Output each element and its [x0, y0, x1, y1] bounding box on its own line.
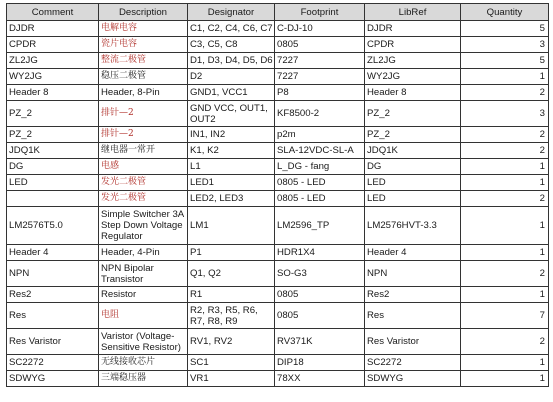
cell-footprint: HDR1X4: [275, 245, 365, 261]
cell-quantity: 3: [461, 101, 549, 127]
cell-description: Simple Switcher 3A Step Down Voltage Regulator: [99, 207, 188, 245]
cell-designator: LM1: [188, 207, 275, 245]
cell-designator: P1: [188, 245, 275, 261]
cell-libref: SDWYG: [365, 371, 461, 387]
header-libref: LibRef: [365, 4, 461, 21]
table-row: [7, 303, 549, 329]
cell-libref: DJDR: [365, 21, 461, 37]
table-row: [7, 85, 549, 101]
cell-comment: DG: [7, 159, 99, 175]
cell-comment: NPN: [7, 261, 99, 287]
cell-comment: SC2272: [7, 355, 99, 371]
cell-footprint: 0805: [275, 287, 365, 303]
table-row: [7, 127, 549, 143]
cell-comment: Res: [7, 303, 99, 329]
cell-designator: C3, C5, C8: [188, 37, 275, 53]
cell-footprint: 7227: [275, 53, 365, 69]
header-footprint: Footprint: [275, 4, 365, 21]
cell-description: 排针—2: [99, 101, 188, 127]
cell-libref: PZ_2: [365, 101, 461, 127]
cell-comment: PZ_2: [7, 101, 99, 127]
cell-comment: Res Varistor: [7, 329, 99, 355]
cell-libref: LED: [365, 191, 461, 207]
cell-designator: R1: [188, 287, 275, 303]
cell-libref: Res Varistor: [365, 329, 461, 355]
cell-comment: Header 8: [7, 85, 99, 101]
cell-designator: C1, C2, C4, C6, C7: [188, 21, 275, 37]
cell-footprint: 78XX: [275, 371, 365, 387]
cell-footprint: C-DJ-10: [275, 21, 365, 37]
cell-comment: JDQ1K: [7, 143, 99, 159]
cell-description: 电解电容: [99, 21, 188, 37]
cell-footprint: DIP18: [275, 355, 365, 371]
cell-comment: ZL2JG: [7, 53, 99, 69]
cell-description: 三端稳压器: [99, 371, 188, 387]
cell-comment: [7, 191, 99, 207]
cell-designator: GND1, VCC1: [188, 85, 275, 101]
cell-comment: Header 4: [7, 245, 99, 261]
header-row: [7, 4, 549, 21]
cell-description: 无线接收芯片: [99, 355, 188, 371]
table-row: [7, 329, 549, 355]
cell-footprint: SLA-12VDC-SL-A: [275, 143, 365, 159]
cell-comment: WY2JG: [7, 69, 99, 85]
cell-footprint: 0805: [275, 37, 365, 53]
cell-quantity: 2: [461, 191, 549, 207]
cell-quantity: 1: [461, 69, 549, 85]
table-row: [7, 175, 549, 191]
cell-footprint: LM2596_TP: [275, 207, 365, 245]
cell-description: 整流二极管: [99, 53, 188, 69]
table-row: [7, 207, 549, 245]
cell-footprint: KF8500-2: [275, 101, 365, 127]
cell-comment: LED: [7, 175, 99, 191]
cell-designator: IN1, IN2: [188, 127, 275, 143]
cell-libref: LM2576HVT-3.3: [365, 207, 461, 245]
cell-footprint: RV371K: [275, 329, 365, 355]
cell-quantity: 2: [461, 329, 549, 355]
cell-libref: PZ_2: [365, 127, 461, 143]
cell-quantity: 3: [461, 37, 549, 53]
cell-description: Varistor (Voltage-Sensitive Resistor): [99, 329, 188, 355]
cell-footprint: p2m: [275, 127, 365, 143]
cell-quantity: 1: [461, 355, 549, 371]
cell-description: 发光二极管: [99, 175, 188, 191]
cell-quantity: 2: [461, 85, 549, 101]
cell-quantity: 1: [461, 245, 549, 261]
header-comment: Comment: [7, 4, 99, 21]
cell-libref: DG: [365, 159, 461, 175]
cell-comment: CPDR: [7, 37, 99, 53]
header-designator: Designator: [188, 4, 275, 21]
cell-quantity: 5: [461, 21, 549, 37]
cell-libref: Header 8: [365, 85, 461, 101]
cell-designator: LED2, LED3: [188, 191, 275, 207]
header-description: Description: [99, 4, 188, 21]
table-row: [7, 261, 549, 287]
cell-description: Header, 8-Pin: [99, 85, 188, 101]
table-row: [7, 143, 549, 159]
cell-description: 电阻: [99, 303, 188, 329]
cell-designator: SC1: [188, 355, 275, 371]
cell-footprint: 7227: [275, 69, 365, 85]
cell-comment: LM2576T5.0: [7, 207, 99, 245]
cell-description: 稳压二极管: [99, 69, 188, 85]
cell-designator: GND VCC, OUT1, OUT2: [188, 101, 275, 127]
cell-footprint: SO-G3: [275, 261, 365, 287]
cell-designator: LED1: [188, 175, 275, 191]
cell-comment: PZ_2: [7, 127, 99, 143]
cell-libref: SC2272: [365, 355, 461, 371]
cell-description: Header, 4-Pin: [99, 245, 188, 261]
table-row: [7, 191, 549, 207]
table-row: [7, 245, 549, 261]
table-row: [7, 69, 549, 85]
cell-quantity: 1: [461, 207, 549, 245]
cell-designator: D2: [188, 69, 275, 85]
cell-comment: SDWYG: [7, 371, 99, 387]
table-row: [7, 37, 549, 53]
cell-footprint: 0805 - LED: [275, 191, 365, 207]
cell-quantity: 7: [461, 303, 549, 329]
cell-libref: CPDR: [365, 37, 461, 53]
cell-libref: NPN: [365, 261, 461, 287]
cell-designator: L1: [188, 159, 275, 175]
cell-quantity: 1: [461, 287, 549, 303]
cell-libref: Res: [365, 303, 461, 329]
cell-description: 继电器一常开: [99, 143, 188, 159]
cell-quantity: 2: [461, 143, 549, 159]
cell-designator: VR1: [188, 371, 275, 387]
cell-libref: Res2: [365, 287, 461, 303]
cell-footprint: 0805 - LED: [275, 175, 365, 191]
table-row: [7, 287, 549, 303]
cell-description: 排针—2: [99, 127, 188, 143]
table-row: [7, 53, 549, 69]
cell-quantity: 1: [461, 371, 549, 387]
table-row: [7, 21, 549, 37]
table-row: [7, 355, 549, 371]
cell-quantity: 2: [461, 261, 549, 287]
cell-footprint: L_DG - fang: [275, 159, 365, 175]
cell-footprint: P8: [275, 85, 365, 101]
cell-libref: ZL2JG: [365, 53, 461, 69]
cell-comment: Res2: [7, 287, 99, 303]
cell-quantity: 5: [461, 53, 549, 69]
table-row: [7, 371, 549, 387]
table-row: [7, 159, 549, 175]
cell-designator: K1, K2: [188, 143, 275, 159]
cell-libref: JDQ1K: [365, 143, 461, 159]
cell-libref: WY2JG: [365, 69, 461, 85]
cell-footprint: 0805: [275, 303, 365, 329]
bom-table: [6, 3, 549, 387]
cell-description: 发光二极管: [99, 191, 188, 207]
cell-quantity: 1: [461, 159, 549, 175]
cell-description: 瓷片电容: [99, 37, 188, 53]
cell-designator: Q1, Q2: [188, 261, 275, 287]
cell-designator: RV1, RV2: [188, 329, 275, 355]
cell-description: NPN Bipolar Transistor: [99, 261, 188, 287]
table-row: [7, 101, 549, 127]
cell-designator: D1, D3, D4, D5, D6: [188, 53, 275, 69]
cell-libref: LED: [365, 175, 461, 191]
cell-designator: R2, R3, R5, R6, R7, R8, R9: [188, 303, 275, 329]
cell-quantity: 2: [461, 127, 549, 143]
cell-comment: DJDR: [7, 21, 99, 37]
cell-quantity: 1: [461, 175, 549, 191]
cell-description: Resistor: [99, 287, 188, 303]
cell-description: 电感: [99, 159, 188, 175]
header-quantity: Quantity: [461, 4, 549, 21]
cell-libref: Header 4: [365, 245, 461, 261]
